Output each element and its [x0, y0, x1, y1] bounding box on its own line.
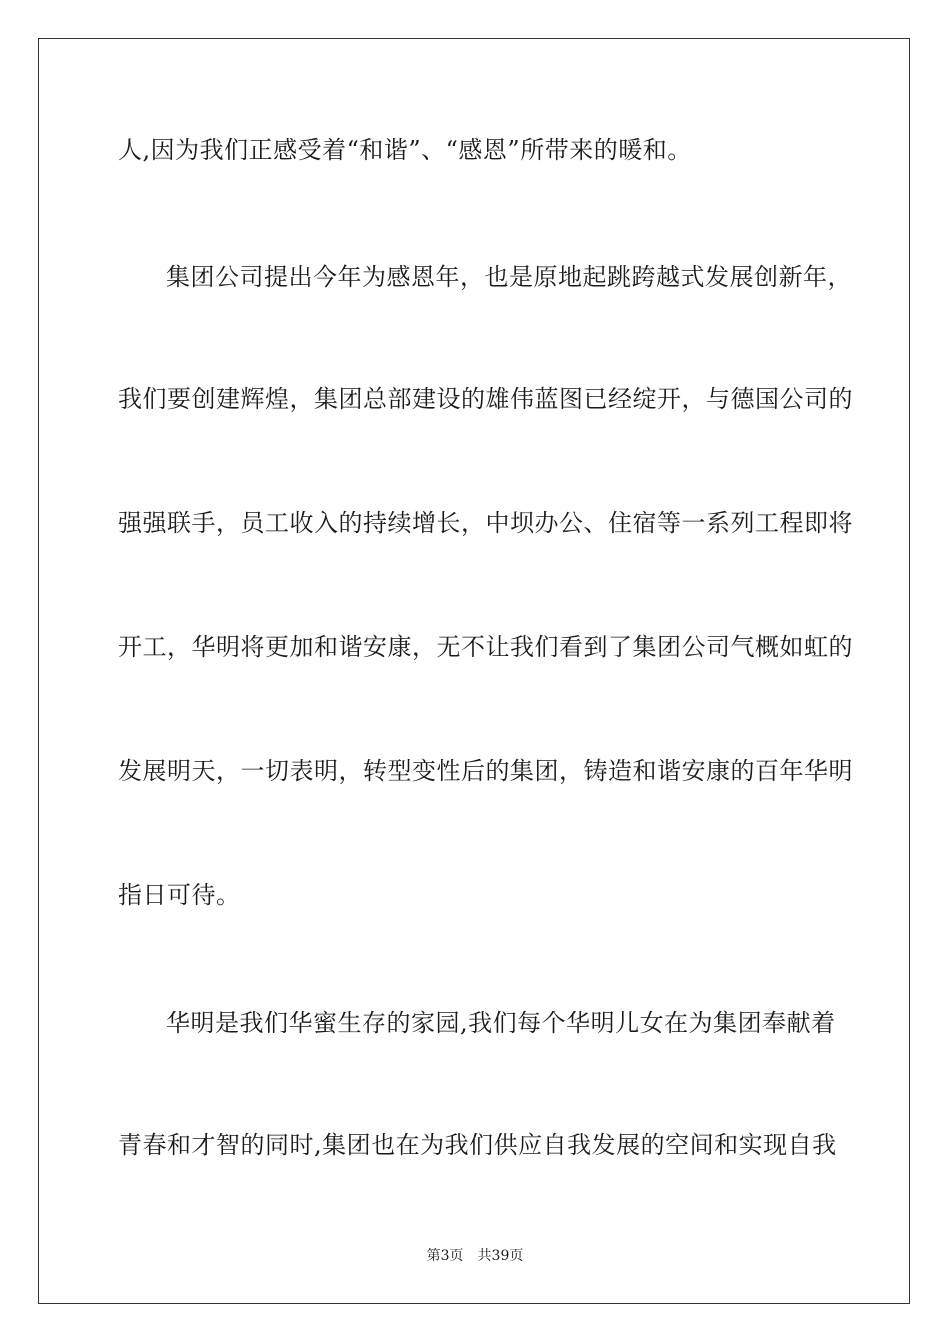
paragraph-line: 青春和才智的同时,集团也在为我们供应自我发展的空间和实现自我 — [118, 1131, 837, 1159]
page-footer — [0, 1247, 950, 1265]
paragraph-line: 华明是我们华蜜生存的家园,我们每个华明儿女在为集团奉献着 — [166, 1009, 836, 1037]
paragraph-line: 我们要创建辉煌，集团总部建设的雄伟蓝图已经绽开，与德国公司的 — [118, 385, 853, 413]
paragraph-line: 发展明天，一切表明，转型变性后的集团，铸造和谐安康的百年华明 — [118, 757, 853, 785]
paragraph-line: 人,因为我们正感受着“和谐”、“感恩”所带来的暖和。 — [118, 136, 692, 164]
paragraph-line: 集团公司提出今年为感恩年，也是原地起跳跨越式发展创新年， — [166, 263, 852, 291]
page-border — [38, 38, 910, 1304]
paragraph-line: 开工，华明将更加和谐安康，无不让我们看到了集团公司气概如虹的 — [118, 633, 853, 661]
paragraph-line: 指日可待。 — [118, 881, 241, 909]
paragraph-line: 强强联手，员工收入的持续增长，中坝办公、住宿等一系列工程即将 — [118, 509, 853, 537]
page-total: 共39页 — [477, 1248, 524, 1264]
page-number: 第3页 — [426, 1248, 464, 1264]
